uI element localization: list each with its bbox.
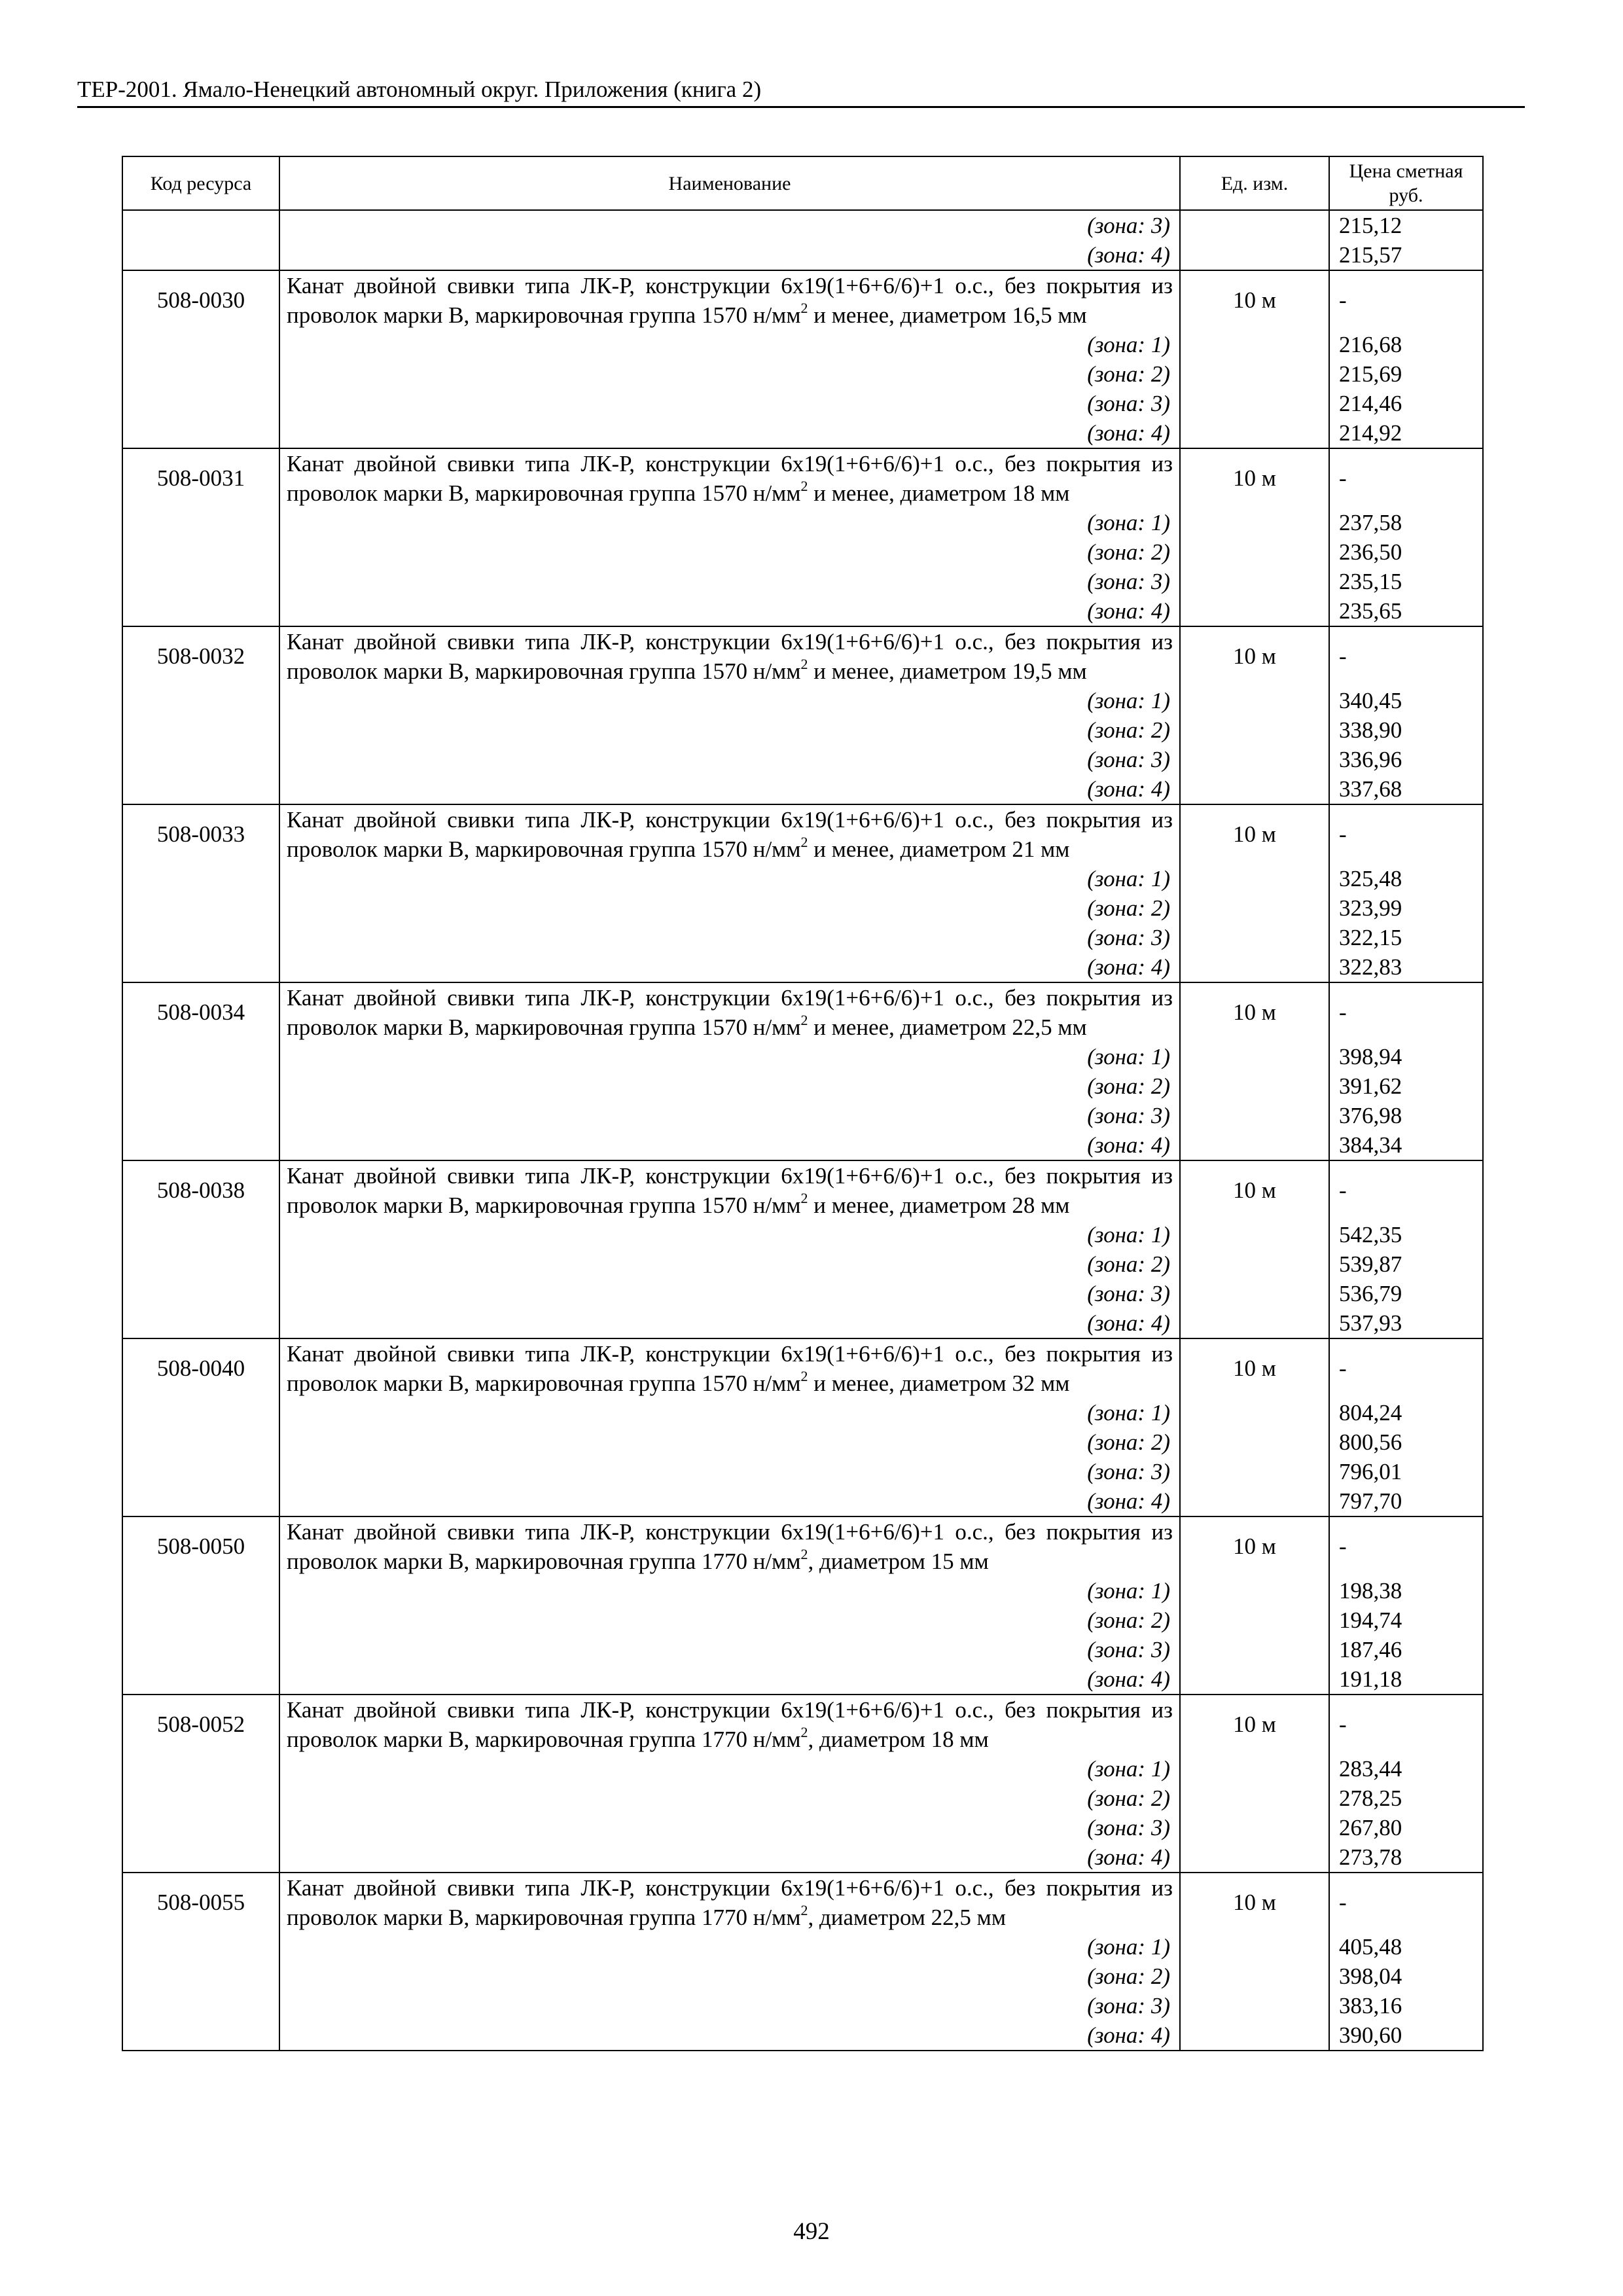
resource-name-text-end: , диаметром 18 мм (808, 1727, 989, 1752)
resource-name-text-end: и менее, диаметром 21 мм (808, 836, 1070, 862)
zone-price: 340,45 (1329, 686, 1483, 715)
zone-price: 215,57 (1329, 240, 1483, 270)
unit-cell (1180, 774, 1329, 804)
zone-label: (зона: 3) (279, 1457, 1180, 1486)
zone-row (122, 1101, 1483, 1130)
unit-cell (1180, 1813, 1329, 1842)
code-cell (122, 1308, 279, 1338)
zone-price: 214,46 (1329, 389, 1483, 418)
zone-price: 383,16 (1329, 1991, 1483, 2020)
zone-label: (зона: 4) (279, 596, 1180, 626)
zone-row (122, 508, 1483, 537)
base-price: - (1329, 1695, 1483, 1754)
code-cell (122, 864, 279, 893)
zone-price: 236,50 (1329, 537, 1483, 567)
zone-label: (зона: 2) (279, 537, 1180, 567)
unit-of-measure: 10 м (1180, 804, 1329, 864)
unit-cell (1180, 1220, 1329, 1249)
zone-row (122, 389, 1483, 418)
resource-name-text-end: и менее, диаметром 16,5 мм (808, 302, 1087, 328)
zone-row (122, 774, 1483, 804)
zone-label: (зона: 3) (279, 923, 1180, 952)
zone-price: 267,80 (1329, 1813, 1483, 1842)
zone-row (122, 1398, 1483, 1427)
unit-cell (1180, 240, 1329, 270)
base-price: - (1329, 982, 1483, 1042)
resource-code: 508-0030 (122, 270, 279, 330)
unit-cell (1180, 1130, 1329, 1160)
zone-label: (зона: 3) (279, 567, 1180, 596)
code-cell (122, 1486, 279, 1516)
code-cell (122, 1754, 279, 1784)
zone-label: (зона: 2) (279, 1605, 1180, 1635)
resource-name (279, 1873, 1180, 1932)
page-number: 492 (793, 2218, 830, 2245)
code-cell (122, 1427, 279, 1457)
unit-cell (1180, 1784, 1329, 1813)
table-header-row (122, 156, 1483, 210)
base-price: - (1329, 1516, 1483, 1576)
zone-label: (зона: 3) (279, 1635, 1180, 1664)
resource-name-text: Канат двойной свивки типа ЛК-Р, конструкции 6x19(1+6+6/6)+1 о.с., без покрытия из проволок марки В, маркировочная группа 1570 н/мм (287, 629, 1173, 684)
code-cell (122, 1635, 279, 1664)
zone-price: 539,87 (1329, 1249, 1483, 1279)
code-cell (122, 1220, 279, 1249)
code-cell (122, 1664, 279, 1695)
zone-price: 216,68 (1329, 330, 1483, 359)
code-cell (122, 1457, 279, 1486)
unit-cell (1180, 952, 1329, 982)
base-price: - (1329, 1873, 1483, 1932)
base-price: - (1329, 804, 1483, 864)
zone-row (122, 596, 1483, 626)
unit-cell (1180, 596, 1329, 626)
zone-price: 390,60 (1329, 2020, 1483, 2051)
unit-cell (1180, 1605, 1329, 1635)
unit-superscript: 2 (800, 1546, 808, 1563)
zone-price: 338,90 (1329, 715, 1483, 745)
page-header: ТЕР-2001. Ямало-Ненецкий автономный округ. Приложения (книга 2) (77, 73, 1525, 108)
zone-row (122, 418, 1483, 448)
unit-of-measure: 10 м (1180, 1873, 1329, 1932)
resource-name-text-end: и менее, диаметром 18 мм (808, 480, 1070, 506)
unit-cell (1180, 1071, 1329, 1101)
unit-superscript: 2 (800, 656, 808, 673)
unit-cell (1180, 745, 1329, 774)
zone-row (122, 1991, 1483, 2020)
unit-cell (1180, 508, 1329, 537)
unit-cell (1180, 1962, 1329, 1991)
zone-price: 537,93 (1329, 1308, 1483, 1338)
resource-name-text: Канат двойной свивки типа ЛК-Р, конструкции 6x19(1+6+6/6)+1 о.с., без покрытия из проволок марки В, маркировочная группа 1570 н/мм (287, 985, 1173, 1040)
unit-cell (1180, 1101, 1329, 1130)
base-price: - (1329, 448, 1483, 508)
zone-price: 278,25 (1329, 1784, 1483, 1813)
code-cell (122, 537, 279, 567)
unit-cell (1180, 1279, 1329, 1308)
zone-price: 391,62 (1329, 1071, 1483, 1101)
zone-label: (зона: 1) (279, 1932, 1180, 1962)
zone-price: 198,38 (1329, 1576, 1483, 1605)
unit-cell (1180, 893, 1329, 923)
zone-row (122, 1605, 1483, 1635)
resource-name-text-end: и менее, диаметром 22,5 мм (808, 1014, 1087, 1040)
zone-label: (зона: 2) (279, 1071, 1180, 1101)
zone-price: 215,12 (1329, 210, 1483, 240)
zone-row (122, 1308, 1483, 1338)
zone-label: (зона: 4) (279, 1308, 1180, 1338)
unit-superscript: 2 (800, 1368, 808, 1385)
unit-superscript: 2 (800, 300, 808, 317)
zone-price: 800,56 (1329, 1427, 1483, 1457)
zone-row (122, 240, 1483, 270)
unit-cell (1180, 1308, 1329, 1338)
zone-label: (зона: 2) (279, 715, 1180, 745)
zone-price: 337,68 (1329, 774, 1483, 804)
zone-label: (зона: 3) (279, 389, 1180, 418)
unit-cell (1180, 1842, 1329, 1873)
zone-row (122, 1962, 1483, 1991)
zone-label: (зона: 2) (279, 1962, 1180, 1991)
code-cell (122, 210, 279, 240)
zone-label: (зона: 1) (279, 1220, 1180, 1249)
zone-price: 405,48 (1329, 1932, 1483, 1962)
code-cell (122, 1962, 279, 1991)
code-cell (122, 418, 279, 448)
unit-of-measure: 10 м (1180, 1695, 1329, 1754)
unit-of-measure: 10 м (1180, 448, 1329, 508)
column-header-name: Наименование (279, 156, 1180, 210)
unit-of-measure: 10 м (1180, 270, 1329, 330)
unit-cell (1180, 1754, 1329, 1784)
zone-price: 322,83 (1329, 952, 1483, 982)
zone-label: (зона: 4) (279, 1130, 1180, 1160)
zone-row (122, 1932, 1483, 1962)
unit-cell (1180, 1427, 1329, 1457)
unit-cell (1180, 359, 1329, 389)
unit-cell (1180, 2020, 1329, 2051)
zone-row (122, 1042, 1483, 1071)
code-cell (122, 745, 279, 774)
code-cell (122, 1071, 279, 1101)
zone-row (122, 1071, 1483, 1101)
zone-price: 796,01 (1329, 1457, 1483, 1486)
resource-name-text-end: и менее, диаметром 32 мм (808, 1371, 1070, 1396)
column-header-code: Код ресурса (122, 156, 279, 210)
resource-name (279, 270, 1180, 330)
resource-name (279, 1338, 1180, 1398)
code-cell (122, 1784, 279, 1813)
unit-of-measure: 10 м (1180, 626, 1329, 686)
code-cell (122, 774, 279, 804)
code-cell (122, 330, 279, 359)
zone-label: (зона: 3) (279, 1279, 1180, 1308)
table-row (122, 1695, 1483, 1754)
resource-name (279, 1516, 1180, 1576)
code-cell (122, 686, 279, 715)
resource-name (279, 804, 1180, 864)
unit-cell (1180, 923, 1329, 952)
table-row (122, 448, 1483, 508)
zone-row (122, 1486, 1483, 1516)
resource-name-text-end: и менее, диаметром 19,5 мм (808, 658, 1087, 684)
unit-superscript: 2 (800, 478, 808, 495)
unit-cell (1180, 1486, 1329, 1516)
zone-label: (зона: 1) (279, 1576, 1180, 1605)
resource-name-text: Канат двойной свивки типа ЛК-Р, конструкции 6x19(1+6+6/6)+1 о.с., без покрытия из проволок марки В, маркировочная группа 1770 н/мм (287, 1519, 1173, 1574)
resource-code: 508-0055 (122, 1873, 279, 1932)
code-cell (122, 1279, 279, 1308)
zone-price: 235,15 (1329, 567, 1483, 596)
resource-code: 508-0034 (122, 982, 279, 1042)
zone-row (122, 1457, 1483, 1486)
unit-cell (1180, 686, 1329, 715)
zone-price: 214,92 (1329, 418, 1483, 448)
zone-label: (зона: 1) (279, 686, 1180, 715)
code-cell (122, 1813, 279, 1842)
zone-label: (зона: 4) (279, 774, 1180, 804)
zone-label: (зона: 4) (279, 2020, 1180, 2051)
resource-code: 508-0032 (122, 626, 279, 686)
unit-of-measure: 10 м (1180, 1160, 1329, 1220)
unit-cell (1180, 537, 1329, 567)
unit-cell (1180, 1932, 1329, 1962)
code-cell (122, 240, 279, 270)
table-body (122, 210, 1483, 2051)
unit-cell (1180, 210, 1329, 240)
zone-price: 237,58 (1329, 508, 1483, 537)
zone-label: (зона: 4) (279, 952, 1180, 982)
resource-name-text-end: , диаметром 15 мм (808, 1549, 989, 1574)
zone-price: 797,70 (1329, 1486, 1483, 1516)
zone-row (122, 1784, 1483, 1813)
base-price: - (1329, 626, 1483, 686)
unit-of-measure: 10 м (1180, 982, 1329, 1042)
code-cell (122, 952, 279, 982)
base-price: - (1329, 270, 1483, 330)
code-cell (122, 923, 279, 952)
resource-code: 508-0038 (122, 1160, 279, 1220)
resource-name (279, 1695, 1180, 1754)
zone-row (122, 1842, 1483, 1873)
code-cell (122, 1130, 279, 1160)
resource-name (279, 626, 1180, 686)
resource-name-text: Канат двойной свивки типа ЛК-Р, конструкции 6x19(1+6+6/6)+1 о.с., без покрытия из проволок марки В, маркировочная группа 1570 н/мм (287, 273, 1173, 328)
unit-of-measure: 10 м (1180, 1338, 1329, 1398)
zone-label: (зона: 1) (279, 508, 1180, 537)
code-cell (122, 1398, 279, 1427)
unit-cell (1180, 1249, 1329, 1279)
zone-row (122, 210, 1483, 240)
zone-label: (зона: 4) (279, 1842, 1180, 1873)
column-header-price: Цена сметная руб. (1329, 156, 1483, 210)
code-cell (122, 715, 279, 745)
unit-cell (1180, 1664, 1329, 1695)
resource-name-text-end: и менее, диаметром 28 мм (808, 1193, 1070, 1218)
zone-label: (зона: 3) (279, 1991, 1180, 2020)
unit-superscript: 2 (800, 1902, 808, 1919)
unit-cell (1180, 389, 1329, 418)
zone-row (122, 686, 1483, 715)
zone-row (122, 1427, 1483, 1457)
zone-row (122, 1279, 1483, 1308)
resource-code: 508-0052 (122, 1695, 279, 1754)
unit-cell (1180, 1576, 1329, 1605)
zone-price: 283,44 (1329, 1754, 1483, 1784)
zone-row (122, 1576, 1483, 1605)
table-row (122, 982, 1483, 1042)
zone-price: 376,98 (1329, 1101, 1483, 1130)
code-cell (122, 567, 279, 596)
code-cell (122, 508, 279, 537)
zone-row (122, 864, 1483, 893)
zone-price: 322,15 (1329, 923, 1483, 952)
zone-price: 536,79 (1329, 1279, 1483, 1308)
zone-price: 323,99 (1329, 893, 1483, 923)
unit-superscript: 2 (800, 1012, 808, 1029)
zone-row (122, 2020, 1483, 2051)
zone-label: (зона: 3) (279, 1101, 1180, 1130)
unit-cell (1180, 864, 1329, 893)
unit-cell (1180, 330, 1329, 359)
base-price: - (1329, 1160, 1483, 1220)
zone-price: 191,18 (1329, 1664, 1483, 1695)
table-row (122, 1338, 1483, 1398)
resource-name-text: Канат двойной свивки типа ЛК-Р, конструкции 6x19(1+6+6/6)+1 о.с., без покрытия из проволок марки В, маркировочная группа 1570 н/мм (287, 807, 1173, 862)
unit-superscript: 2 (800, 1724, 808, 1741)
zone-price: 398,94 (1329, 1042, 1483, 1071)
zone-label: (зона: 2) (279, 1427, 1180, 1457)
zone-row (122, 923, 1483, 952)
unit-cell (1180, 1042, 1329, 1071)
zone-label: (зона: 1) (279, 1398, 1180, 1427)
code-cell (122, 2020, 279, 2051)
resource-name (279, 982, 1180, 1042)
code-cell (122, 1101, 279, 1130)
unit-superscript: 2 (800, 1190, 808, 1207)
code-cell (122, 1249, 279, 1279)
code-cell (122, 1042, 279, 1071)
zone-price: 384,34 (1329, 1130, 1483, 1160)
zone-price: 804,24 (1329, 1398, 1483, 1427)
resource-name (279, 448, 1180, 508)
unit-cell (1180, 1991, 1329, 2020)
zone-row (122, 1664, 1483, 1695)
base-price: - (1329, 1338, 1483, 1398)
zone-label: (зона: 4) (279, 418, 1180, 448)
zone-price: 398,04 (1329, 1962, 1483, 1991)
table-row (122, 1516, 1483, 1576)
resource-name-text: Канат двойной свивки типа ЛК-Р, конструкции 6x19(1+6+6/6)+1 о.с., без покрытия из проволок марки В, маркировочная группа 1570 н/мм (287, 1163, 1173, 1218)
resource-code: 508-0033 (122, 804, 279, 864)
code-cell (122, 1842, 279, 1873)
zone-row (122, 1635, 1483, 1664)
zone-row (122, 1249, 1483, 1279)
zone-label: (зона: 2) (279, 359, 1180, 389)
zone-row (122, 893, 1483, 923)
unit-superscript: 2 (800, 834, 808, 851)
code-cell (122, 1605, 279, 1635)
resource-name-text: Канат двойной свивки типа ЛК-Р, конструкции 6x19(1+6+6/6)+1 о.с., без покрытия из проволок марки В, маркировочная группа 1770 н/мм (287, 1697, 1173, 1752)
zone-label: (зона: 1) (279, 864, 1180, 893)
table-row (122, 1873, 1483, 1932)
zone-row (122, 1220, 1483, 1249)
unit-cell (1180, 1398, 1329, 1427)
resource-name-text: Канат двойной свивки типа ЛК-Р, конструкции 6x19(1+6+6/6)+1 о.с., без покрытия из проволок марки В, маркировочная группа 1570 н/мм (287, 1341, 1173, 1396)
resource-name-text-end: , диаметром 22,5 мм (808, 1905, 1006, 1930)
table-row (122, 804, 1483, 864)
code-cell (122, 389, 279, 418)
resource-name (279, 1160, 1180, 1220)
code-cell (122, 1576, 279, 1605)
zone-label: (зона: 3) (279, 210, 1180, 240)
zone-row (122, 1813, 1483, 1842)
zone-label: (зона: 3) (279, 745, 1180, 774)
unit-of-measure: 10 м (1180, 1516, 1329, 1576)
resource-price-table (122, 156, 1484, 2051)
zone-row (122, 537, 1483, 567)
code-cell (122, 1932, 279, 1962)
code-cell (122, 596, 279, 626)
zone-price: 273,78 (1329, 1842, 1483, 1873)
zone-row (122, 1130, 1483, 1160)
zone-label: (зона: 2) (279, 893, 1180, 923)
resource-name-text: Канат двойной свивки типа ЛК-Р, конструкции 6x19(1+6+6/6)+1 о.с., без покрытия из проволок марки В, маркировочная группа 1770 н/мм (287, 1875, 1173, 1930)
resource-code: 508-0031 (122, 448, 279, 508)
table-row (122, 270, 1483, 330)
zone-price: 235,65 (1329, 596, 1483, 626)
zone-price: 215,69 (1329, 359, 1483, 389)
unit-cell (1180, 715, 1329, 745)
table-row (122, 626, 1483, 686)
column-header-unit: Ед. изм. (1180, 156, 1329, 210)
zone-label: (зона: 2) (279, 1784, 1180, 1813)
zone-label: (зона: 1) (279, 330, 1180, 359)
unit-cell (1180, 418, 1329, 448)
zone-label: (зона: 4) (279, 1664, 1180, 1695)
resource-code: 508-0040 (122, 1338, 279, 1398)
zone-label: (зона: 1) (279, 1754, 1180, 1784)
unit-cell (1180, 1635, 1329, 1664)
zone-row (122, 1754, 1483, 1784)
resource-code: 508-0050 (122, 1516, 279, 1576)
unit-cell (1180, 1457, 1329, 1486)
table-row (122, 1160, 1483, 1220)
zone-row (122, 715, 1483, 745)
code-cell (122, 893, 279, 923)
code-cell (122, 359, 279, 389)
zone-row (122, 745, 1483, 774)
code-cell (122, 1991, 279, 2020)
zone-row (122, 952, 1483, 982)
zone-row (122, 330, 1483, 359)
zone-label: (зона: 2) (279, 1249, 1180, 1279)
zone-price: 325,48 (1329, 864, 1483, 893)
zone-price: 194,74 (1329, 1605, 1483, 1635)
zone-price: 187,46 (1329, 1635, 1483, 1664)
zone-label: (зона: 1) (279, 1042, 1180, 1071)
zone-row (122, 567, 1483, 596)
unit-cell (1180, 567, 1329, 596)
zone-label: (зона: 4) (279, 1486, 1180, 1516)
resource-name-text: Канат двойной свивки типа ЛК-Р, конструкции 6x19(1+6+6/6)+1 о.с., без покрытия из проволок марки В, маркировочная группа 1570 н/мм (287, 451, 1173, 506)
zone-price: 336,96 (1329, 745, 1483, 774)
zone-row (122, 359, 1483, 389)
zone-price: 542,35 (1329, 1220, 1483, 1249)
zone-label: (зона: 3) (279, 1813, 1180, 1842)
zone-label: (зона: 4) (279, 240, 1180, 270)
